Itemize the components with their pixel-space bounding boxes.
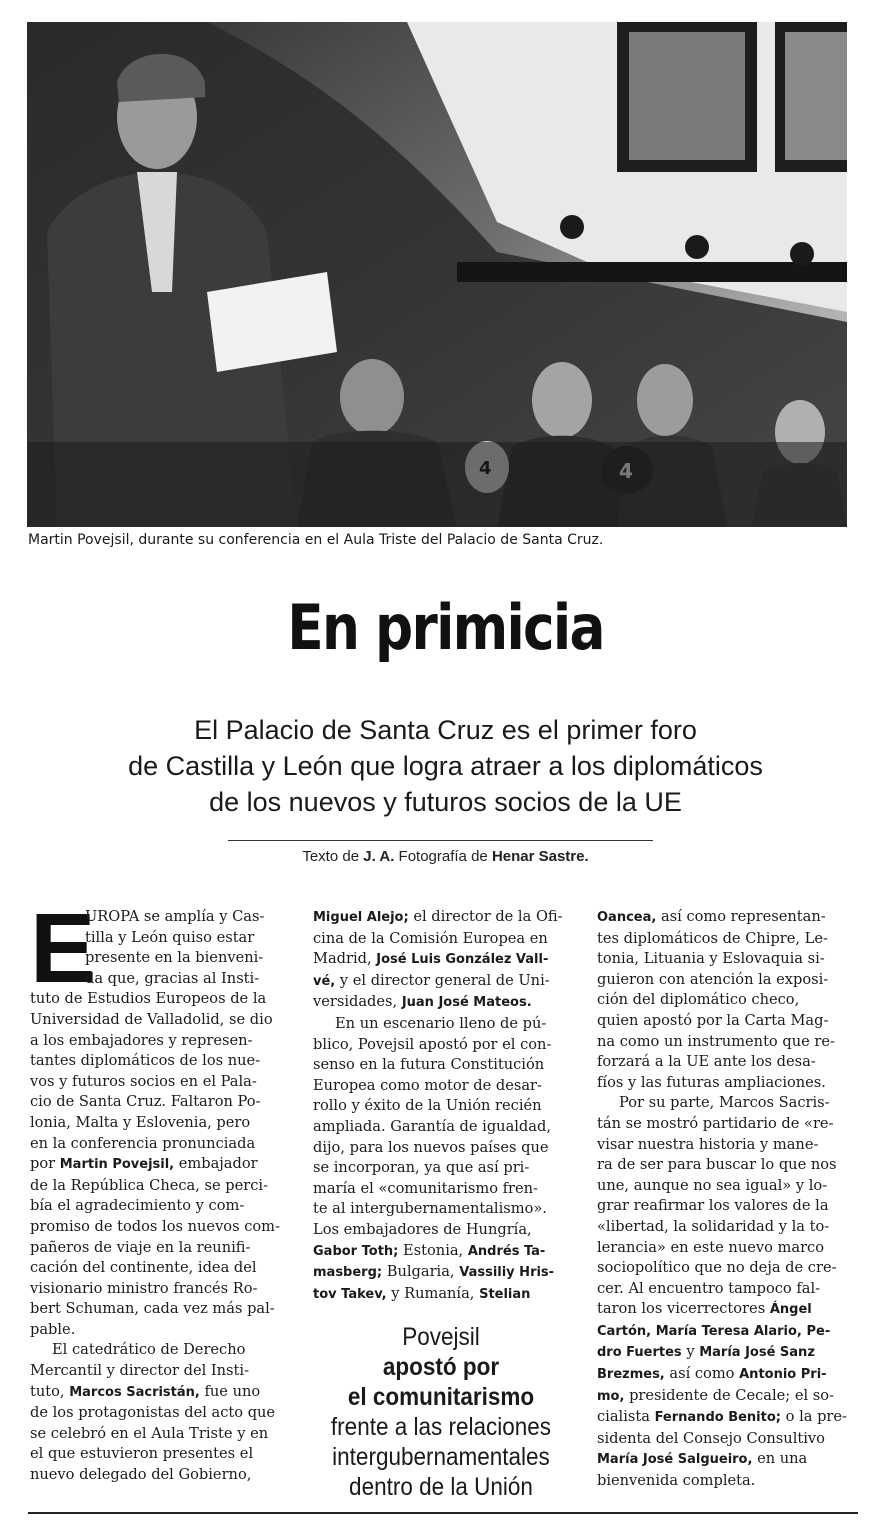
text-fragment: Estonia, [403, 1241, 464, 1259]
text-line [597, 1449, 853, 1471]
text-line: Europea como motor de desar- [313, 1076, 542, 1094]
text-line: de la República Checa, se perci- [30, 1176, 269, 1194]
text-line [597, 1386, 853, 1408]
person-name: masberg; [313, 1265, 383, 1281]
text-line: cación del continente, idea del [30, 1259, 257, 1277]
text-line: visionario ministro francés Ro- [30, 1279, 258, 1297]
article-column-3 [597, 907, 853, 1492]
person-name: mo, [597, 1388, 625, 1404]
text-line: Por su parte, Marcos Sacris- [619, 1094, 830, 1112]
text-line: te al intergubernamentalismo». [313, 1200, 547, 1218]
text-line: rollo y éxito de la Unión recién [313, 1097, 542, 1115]
text-line [313, 1284, 569, 1306]
subheadline [40, 712, 851, 820]
text-line: pañeros de viaje en la reunifi- [30, 1238, 251, 1256]
text-line: visar nuestra historia y mane- [597, 1135, 819, 1153]
text-line: presente en la bienveni- [85, 949, 264, 967]
text-line: sidenta del Consejo Consultivo [597, 1429, 825, 1447]
text-fragment: o la pre- [785, 1408, 847, 1426]
person-name: María Teresa Alario, [655, 1323, 802, 1339]
text-fragment: y Rumanía, [391, 1284, 475, 1302]
text-fragment: Madrid, [313, 950, 372, 968]
text-line: senso en la futura Constitución [313, 1056, 545, 1074]
text-line: Los embajadores de Hungría, [313, 1220, 532, 1238]
text-line: lonia, Malta y Eslovenia, pero [30, 1113, 251, 1131]
subhead-line: de los nuevos y futuros socios de la UE [209, 787, 682, 817]
text-line: En un escenario lleno de pú- [335, 1014, 547, 1032]
person-name: dro Fuertes [597, 1345, 682, 1361]
text-line: se celebró en el Aula Triste y en [30, 1424, 269, 1442]
text-line: ra de ser para buscar lo que nos [597, 1156, 837, 1174]
text-line: tilla y León quiso estar [85, 928, 255, 946]
photo-prefix: Fotografía de [398, 848, 488, 865]
person-name: Cartón, [597, 1323, 652, 1339]
text-line [313, 971, 569, 993]
text-line: une, aunque no sea igual» y lo- [597, 1176, 828, 1194]
text-line: tantes diplomáticos de los nue- [30, 1052, 261, 1070]
pull-quote-line: intergubernamentales [332, 1443, 550, 1471]
text-line: tonia, Lituania y Eslovaquia si- [597, 950, 825, 968]
text-line: grar reafirmar los valores de la [597, 1197, 829, 1215]
text-line: Mercantil y director del Insti- [30, 1362, 250, 1380]
text-line [313, 992, 569, 1014]
text-line [597, 1364, 853, 1386]
person-name: María José Sanz [699, 1345, 815, 1361]
text-line [597, 1321, 853, 1343]
text-line: cio de Santa Cruz. Faltaron Po- [30, 1093, 261, 1111]
text-line: bert Schuman, cada vez más pal- [30, 1300, 275, 1318]
text-fragment: fue uno [204, 1382, 261, 1400]
person-name: Brezmes, [597, 1367, 665, 1383]
text-fragment: así como representan- [660, 908, 826, 925]
text-line: guieron con atención la exposi- [597, 970, 829, 988]
text-line [597, 1342, 853, 1364]
text-line: promiso de todos los nuevos com- [30, 1217, 280, 1235]
person-name: Antonio Pri- [739, 1367, 827, 1383]
text-line: sociopolítico que no deja de cre- [597, 1259, 837, 1277]
text-line [313, 949, 569, 971]
text-prefix: Texto de [302, 848, 360, 865]
text-line: maría el «comunitarismo fren- [313, 1179, 538, 1197]
text-fragment: el comunitarismo [347, 1383, 535, 1411]
text-fragment: el director de la Ofi- [413, 908, 563, 925]
text-line: Universidad de Valladolid, se dio [30, 1010, 273, 1028]
person-name: Pe- [806, 1323, 831, 1339]
text-line: El catedrático de Derecho [52, 1341, 246, 1359]
text-line: na como un instrumento que re- [597, 1032, 835, 1050]
person-name: María José Salgueiro, [597, 1452, 753, 1468]
article-column-2 [313, 907, 569, 1305]
text-line [597, 907, 853, 929]
text-fragment: y el director general de Uni- [339, 971, 550, 989]
subhead-line: El Palacio de Santa Cruz es el primer foro [194, 715, 697, 745]
text-fragment: y [686, 1343, 695, 1361]
text-line [30, 1154, 284, 1176]
text-line [313, 907, 569, 929]
person-name: Juan José Mateos. [401, 995, 532, 1011]
pull-quote-line [321, 1382, 560, 1412]
text-line: a los embajadores y represen- [30, 1031, 253, 1049]
text-line [30, 1382, 284, 1404]
text-line [597, 1407, 853, 1429]
person-name: vé, [313, 973, 336, 989]
person-name: Miguel Alejo; [313, 910, 409, 925]
text-line: bienvenida completa. [597, 1472, 756, 1490]
text-line: se incorporan, ya que así pri- [313, 1159, 530, 1177]
text-line: «libertad, la solidaridad y la to- [597, 1217, 830, 1235]
article-column-1 [30, 893, 284, 1486]
text-line: cer. Al encuentro tampoco fal- [597, 1279, 821, 1297]
text-line: ción del diplomático checo, [597, 991, 800, 1009]
text-line: vos y futuros socios en el Pala- [30, 1072, 257, 1090]
person-name: Stelian [479, 1286, 531, 1302]
text-line: tuto de Estudios Europeos de la [30, 990, 267, 1008]
text-fragment: cialista [597, 1408, 650, 1426]
person-name: Marcos Sacristán, [69, 1384, 200, 1400]
text-fragment: taron los vicerrectores [597, 1300, 766, 1318]
text-line: da que, gracias al Insti- [85, 969, 260, 987]
text-line: en la conferencia pronunciada [30, 1134, 256, 1152]
text-line [597, 1299, 853, 1321]
text-line [313, 1262, 569, 1284]
text-line: pable. [30, 1320, 76, 1338]
text-line: blico, Povejsil apostó por el con- [313, 1035, 552, 1053]
text-line: bía el agradecimiento y com- [30, 1197, 245, 1215]
bottom-rule [28, 1512, 858, 1514]
person-name: Ángel [769, 1302, 812, 1318]
text-line: quien apostó por la Carta Mag- [597, 1011, 829, 1029]
person-name: Gabor Toth; [313, 1243, 399, 1259]
text-line: forzará a la UE ante los desa- [597, 1053, 816, 1071]
text-fragment: por [30, 1155, 56, 1173]
text-fragment: Povejsil [402, 1323, 480, 1351]
photo-caption: Martin Povejsil, durante su conferencia en el Aula Triste del Palacio de Santa Cruz. [28, 532, 604, 548]
pull-quote-line: dentro de la Unión [349, 1473, 533, 1501]
pull-quote [321, 1322, 560, 1502]
text-line: el que estuvieron presentes el [30, 1445, 254, 1463]
text-fragment: embajador [178, 1155, 258, 1173]
person-name: Andrés Ta- [467, 1243, 546, 1259]
text-line: UROPA se amplía y Cas- [85, 908, 265, 925]
person-name: tov Takev, [313, 1286, 387, 1302]
pull-quote-line: frente a las relaciones [330, 1413, 552, 1441]
text-line: dijo, para los nuevos países que [313, 1138, 549, 1156]
text-line: tes diplomáticos de Chipre, Le- [597, 929, 828, 947]
text-fragment: así como [669, 1365, 735, 1383]
author: J. A. [363, 848, 395, 865]
byline [0, 848, 891, 865]
person-name: Martin Povejsil, [59, 1157, 175, 1173]
text-fragment: apostó por [382, 1353, 500, 1381]
text-line: fíos y las futuras ampliaciones. [597, 1073, 826, 1091]
text-line: cina de la Comisión Europea en [313, 929, 548, 947]
drop-cap: E [30, 893, 96, 1003]
person-name: Fernando Benito; [654, 1410, 781, 1426]
text-line: tán se mostró partidario de «re- [597, 1114, 834, 1132]
text-line: ampliada. Garantía de igualdad, [313, 1117, 551, 1135]
text-fragment: Bulgaria, [386, 1263, 455, 1281]
subhead-line: de Castilla y León que logra atraer a los diplomáticos [128, 751, 763, 781]
text-fragment: en una [757, 1450, 808, 1468]
pull-quote-line [321, 1322, 560, 1382]
photographer: Henar Sastre. [491, 848, 589, 865]
person-name: José Luis González Vall- [376, 952, 549, 968]
headline: En primicia [287, 591, 604, 664]
speaker-photo-illustration [27, 22, 847, 527]
divider-rule [228, 840, 653, 841]
person-name: Oancea, [597, 910, 657, 925]
text-line: nuevo delegado del Gobierno, [30, 1466, 252, 1484]
text-line: de los protagonistas del acto que [30, 1404, 276, 1422]
article-photo [27, 22, 847, 527]
text-line: lerancia» en este nuevo marco [597, 1238, 825, 1256]
text-fragment: tuto, [30, 1382, 65, 1400]
text-fragment: versidades, [313, 993, 398, 1011]
person-name: Vassiliy Hris- [459, 1265, 555, 1281]
text-fragment: presidente de Cecale; el so- [629, 1386, 834, 1404]
text-line [313, 1241, 569, 1263]
